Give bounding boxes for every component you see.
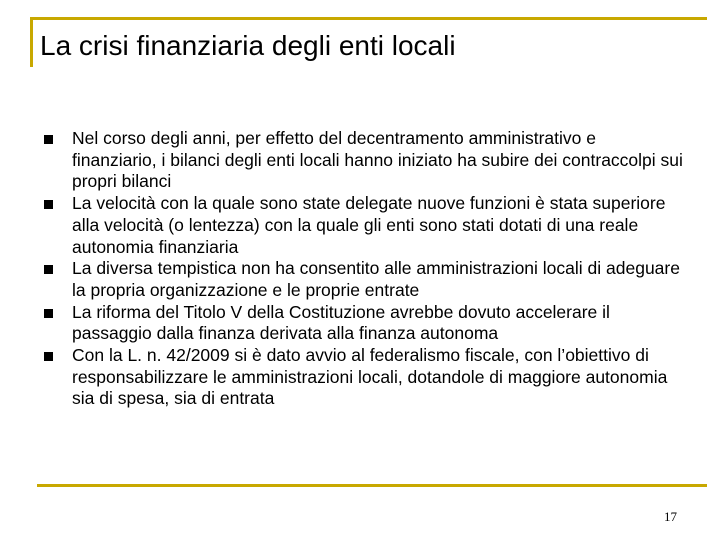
bullet-text: Con la L. n. 42/2009 si è dato avvio al federalismo fiscale, con l’obiettivo di responsabilizzare le amministrazioni locali, dotandole di maggiore autonomia sia di spesa, sia di entrata bbox=[72, 345, 668, 409]
bullet-item bbox=[44, 302, 684, 345]
square-bullet-icon bbox=[44, 352, 53, 361]
square-bullet-icon bbox=[44, 135, 53, 144]
bullet-text: Nel corso degli anni, per effetto del decentramento amministrativo e finanziario, i bilanci degli enti locali hanno iniziato ha subire dei contraccolpi sui propri bilanci bbox=[72, 128, 683, 192]
left-rule bbox=[30, 17, 33, 67]
bullet-item bbox=[44, 193, 684, 258]
square-bullet-icon bbox=[44, 200, 53, 209]
square-bullet-icon bbox=[44, 309, 53, 318]
bullet-item bbox=[44, 345, 684, 410]
bullet-item bbox=[44, 128, 684, 193]
slide-title: La crisi finanziaria degli enti locali bbox=[40, 30, 456, 61]
bullet-text: La velocità con la quale sono state delegate nuove funzioni è stata superiore alla velocità (o lentezza) con la quale gli enti sono stati dotati di una reale autonomia finanziaria bbox=[72, 193, 666, 257]
bullet-item bbox=[44, 258, 684, 301]
bullet-text: La riforma del Titolo V della Costituzione avrebbe dovuto accelerare il passaggio dalla finanza derivata alla finanza autonoma bbox=[72, 301, 610, 344]
top-rule bbox=[30, 17, 707, 20]
bullet-list bbox=[44, 128, 684, 410]
page-number: 17 bbox=[664, 509, 677, 524]
bottom-rule bbox=[37, 484, 707, 487]
square-bullet-icon bbox=[44, 265, 53, 274]
bullet-text: La diversa tempistica non ha consentito alle amministrazioni locali di adeguare la propria organizzazione e le proprie entrate bbox=[72, 258, 680, 300]
